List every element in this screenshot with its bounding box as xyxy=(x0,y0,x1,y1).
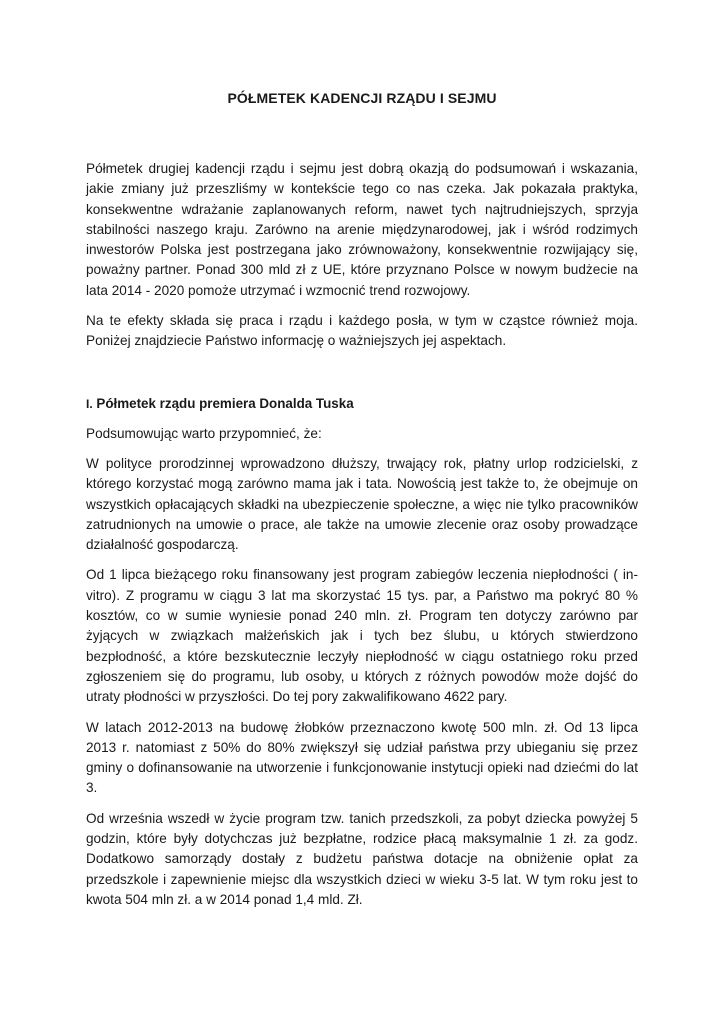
section-lead: Podsumowując warto przypomnieć, że: xyxy=(86,425,322,441)
section-number: I. xyxy=(86,396,93,411)
section-heading-text: Półmetek rządu premiera Donalda Tuska xyxy=(96,395,354,411)
intro-paragraph-2: Na te efekty składa się praca i rządu i każdego posła, w tym w cząstce również moja. Poniżej znajdziecie Państwo informację o ważniejszych jej aspektach. xyxy=(86,313,638,349)
intro-paragraph-1: Półmetek drugiej kadencji rządu i sejmu jest dobrą okazją do podsumowań i wskazania, jakie zmiany już przeszliśmy w kontekście tego co nas czeka. Jak pokazała praktyka, konsekwentne wdrażanie zaplanowanych reform, nawet tych najtrudniejszych, sprzyja stabilności naszego kraju. Zarówno na arenie międzynarodowej, jak i wśród rodzimych inwestorów Polska jest postrzegana jako zrównoważony, konsekwentnie rozwijający się, poważny partner. Ponad 300 mld zł z UE, które przyznano Polsce w nowym budżecie na lata 2014 - 2020 pomoże utrzymać i wzmocnić trend rozwojowy. xyxy=(86,161,638,298)
document-title: PÓŁMETEK KADENCJI RZĄDU I SEJMU xyxy=(227,90,497,106)
section-paragraph-3: W latach 2012-2013 na budowę żłobków przeznaczono kwotę 500 mln. zł. Od 13 lipca 2013 r. natomiast z 50% do 80% zwiększył się udział państwa przy ubieganiu się przez gminy o dofinansowanie na utworzenie i funkcjonowanie instytucji opieki nad dziećmi do lat 3. xyxy=(86,719,638,796)
section-paragraph-1: W polityce prorodzinnej wprowadzono dłuższy, trwający rok, płatny urlop rodzicielski, z którego korzystać mogą zarówno mama jak i tata. Nowością jest także to, że obejmuje on wszystkich opłacających składki na ubezpieczenie społeczne, a więc nie tylko pracowników zatrudnionych na umowie o prace, ale także na umowie zlecenie oraz osoby prowadzące działalność gospodarczą. xyxy=(86,455,638,553)
document-body xyxy=(86,159,638,920)
section-paragraph-2: Od 1 lipca bieżącego roku finansowany jest program zabiegów leczenia niepłodności ( in-vitro). Z programu w ciągu 3 lat ma skorzystać 15 tys. par, a Państwo ma pokryć 80 % kosztów, co w sumie wyniesie ponad 240 mln. zł. Program ten dotyczy zarówno par żyjących w związkach małżeńskich jak i tych bez ślubu, u których stwierdzono bezpłodność, a które bezskutecznie leczyły niepłodność w ciągu ostatniego roku przed zgłoszeniem się do programu, lub osoby, u których z różnych powodów może dojść do utraty płodności w przyszłości. Do tej pory zakwalifikowano 4622 pary. xyxy=(86,567,638,705)
section-heading xyxy=(86,394,638,414)
section-paragraph-4: Od września wszedł w życie program tzw. tanich przedszkoli, za pobyt dziecka powyżej 5 godzin, które były dotychczas już bezpłatne, rodzice płacą maksymalnie 1 zł. za godz. Dodatkowo samorządy dostały z budżetu państwa dotacje na obniżenie opłat za przedszkole i zapewnienie miejsc dla wszystkich dzieci w wieku 3-5 lat. W tym roku jest to kwota 504 mln zł. a w 2014 ponad 1,4 mld. Zł. xyxy=(86,810,638,907)
